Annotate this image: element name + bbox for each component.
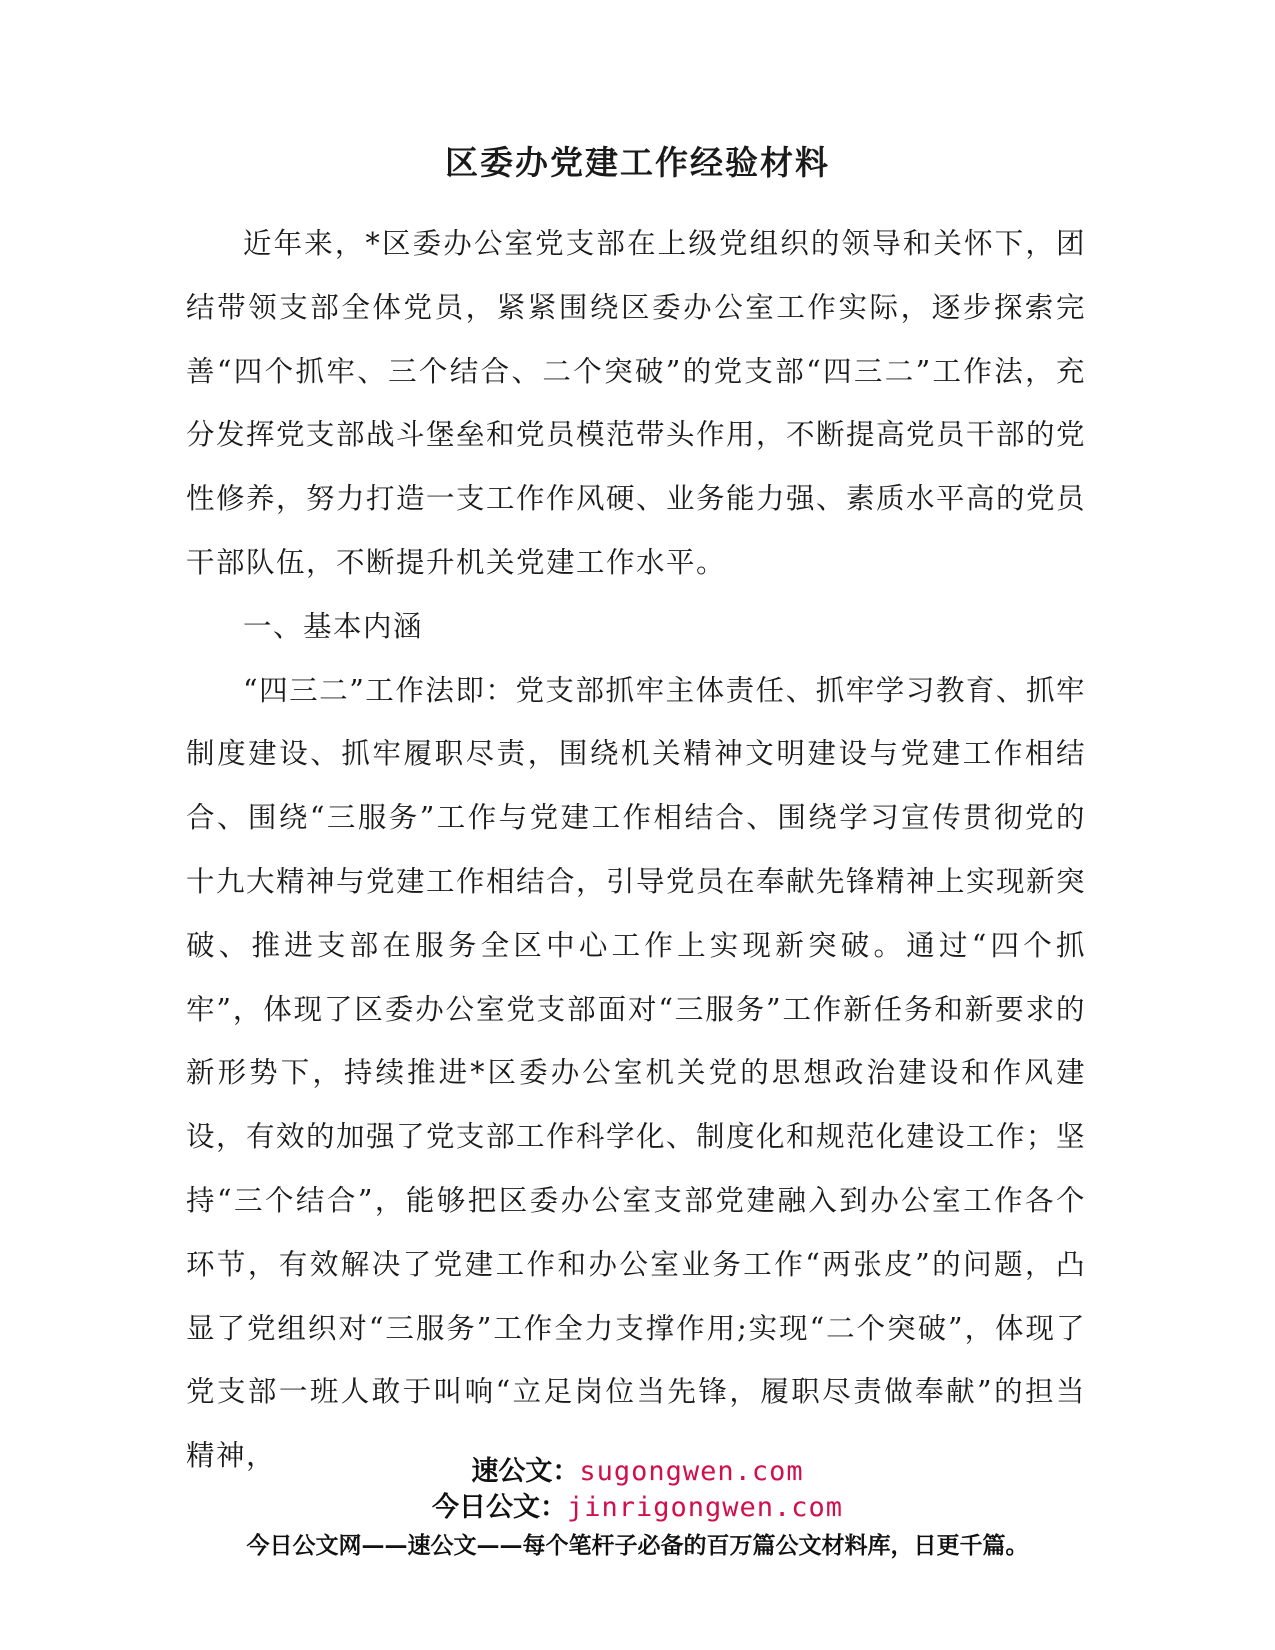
footer-slogan: 今日公文网——速公文——每个笔杆子必备的百万篇公文材料库，日更千篇。	[246, 1532, 1029, 1559]
footer-jinrigongwen	[0, 1491, 1275, 1525]
document-body	[186, 212, 1086, 1488]
paragraph-intro: 近年来，*区委办公室党支部在上级党组织的领导和关怀下，团结带领支部全体党员，紧紧围绕区委办公室工作实际，逐步探索完善“四个抓牢、三个结合、二个突破”的党支部“四三二”工作法，充分发挥党支部战斗堡垒和党员模范带头作用，不断提高党员干部的党性修养，努力打造一支工作作风硬、业务能力强、素质水平高的党员干部队伍，不断提升机关党建工作水平。	[186, 227, 1087, 579]
sugongwen-link[interactable]: sugongwen.com	[579, 1456, 804, 1487]
footer-sugongwen	[0, 1455, 1275, 1489]
paragraph-method-description: “四三二”工作法即：党支部抓牢主体责任、抓牢学习教育、抓牢制度建设、抓牢履职尽责，围绕机关精神文明建设与党建工作相结合、围绕“三服务”工作与党建工作相结合、围绕学习宣传贯彻党的十九大精神与党建工作相结合，引导党员在奉献先锋精神上实现新突破、推进支部在服务全区中心工作上实现新突破。通过“四个抓牢”，体现了区委办公室党支部面对“三服务”工作新任务和新要求的新形势下，持续推进*区委办公室机关党的思想政治建设和作风建设，有效的加强了党支部工作科学化、制度化和规范化建设工作；坚持“三个结合”，能够把区委办公室支部党建融入到办公室工作各个环节，有效解决了党建工作和办公室业务工作“两张皮”的问题，凸显了党组织对“三服务”工作全力支撑作用;实现“二个突破”，体现了党支部一班人敢于叫响“立足岗位当先锋，履职尽责做奉献”的担当精神，	[186, 673, 1087, 1473]
footer-sugongwen-label: 速公文：	[471, 1456, 580, 1487]
document-title: 区委办党建工作经验材料	[445, 143, 830, 182]
section-heading-basic-meaning: 一、基本内涵	[243, 609, 424, 643]
jinrigongwen-link[interactable]: jinrigongwen.com	[566, 1492, 844, 1523]
footer-jinrigongwen-label: 今日公文：	[431, 1492, 567, 1523]
